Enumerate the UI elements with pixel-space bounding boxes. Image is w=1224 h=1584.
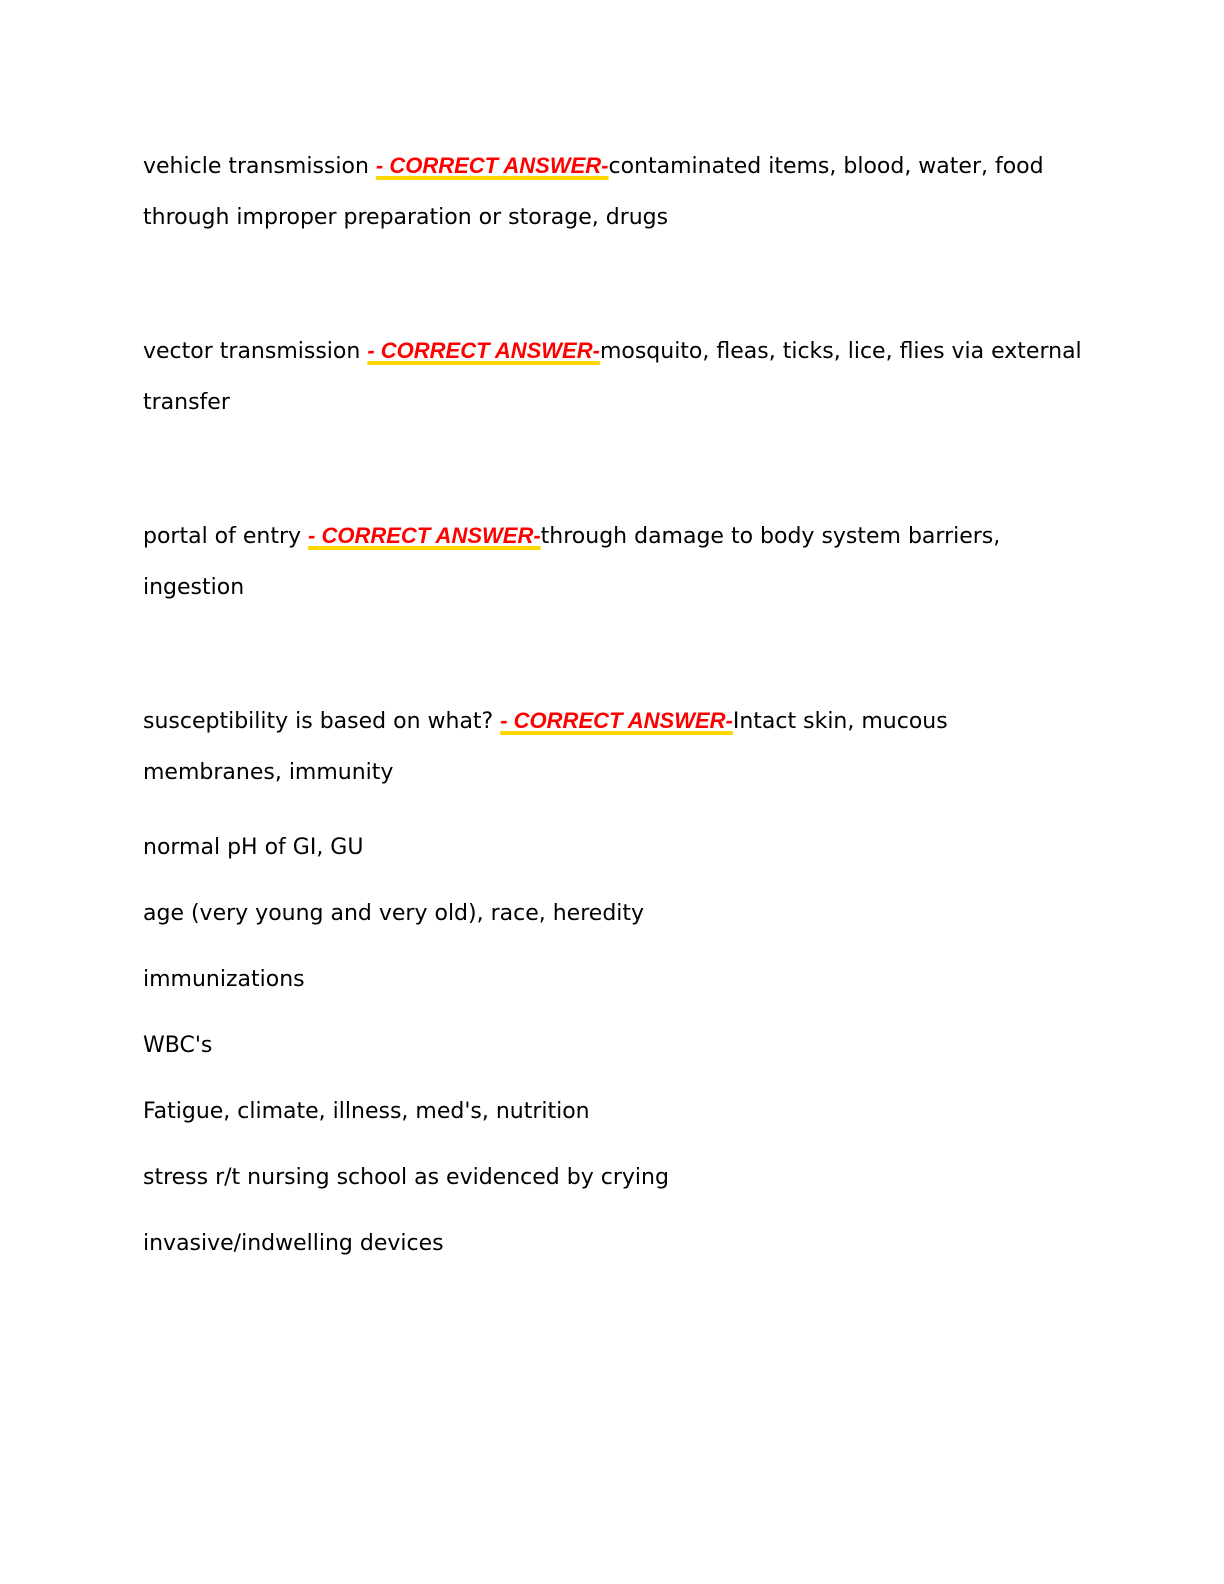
correct-answer-marker: - CORRECT ANSWER- <box>367 338 600 363</box>
card-term: susceptibility is based on what? <box>143 709 501 734</box>
card-term: vector transmission <box>143 339 368 364</box>
flashcard <box>143 695 1083 798</box>
correct-answer-marker: - CORRECT ANSWER- <box>308 523 541 548</box>
card-term: vehicle transmission <box>143 154 376 179</box>
list-item: age (very young and very old), race, heredity <box>143 901 645 926</box>
list-item: Fatigue, climate, illness, med's, nutrition <box>143 1099 590 1124</box>
flashcard <box>143 510 1083 613</box>
list-item: WBC's <box>143 1033 213 1058</box>
correct-answer-marker: - CORRECT ANSWER- <box>375 153 609 178</box>
list-item: normal pH of GI, GU <box>143 835 364 860</box>
card-answer: Intact skin, mucous membranes, immunity <box>143 709 948 785</box>
list-item: stress r/t nursing school as evidenced by crying <box>143 1165 669 1190</box>
card-answer: mosquito, fleas, ticks, lice, flies via external transfer <box>143 339 1082 415</box>
flashcard <box>143 325 1083 428</box>
document-page <box>143 140 1083 1260</box>
list-item: invasive/indwelling devices <box>143 1231 444 1256</box>
correct-answer-marker: - CORRECT ANSWER- <box>500 708 733 733</box>
card-answer: contaminated items, blood, water, food through improper preparation or storage, drugs <box>143 154 1044 230</box>
flashcard <box>143 140 1083 243</box>
answer-continuation-list <box>143 831 1083 1260</box>
card-term: portal of entry <box>143 524 309 549</box>
list-item: immunizations <box>143 967 305 992</box>
card-answer: through damage to body system barriers, ingestion <box>143 524 1001 600</box>
